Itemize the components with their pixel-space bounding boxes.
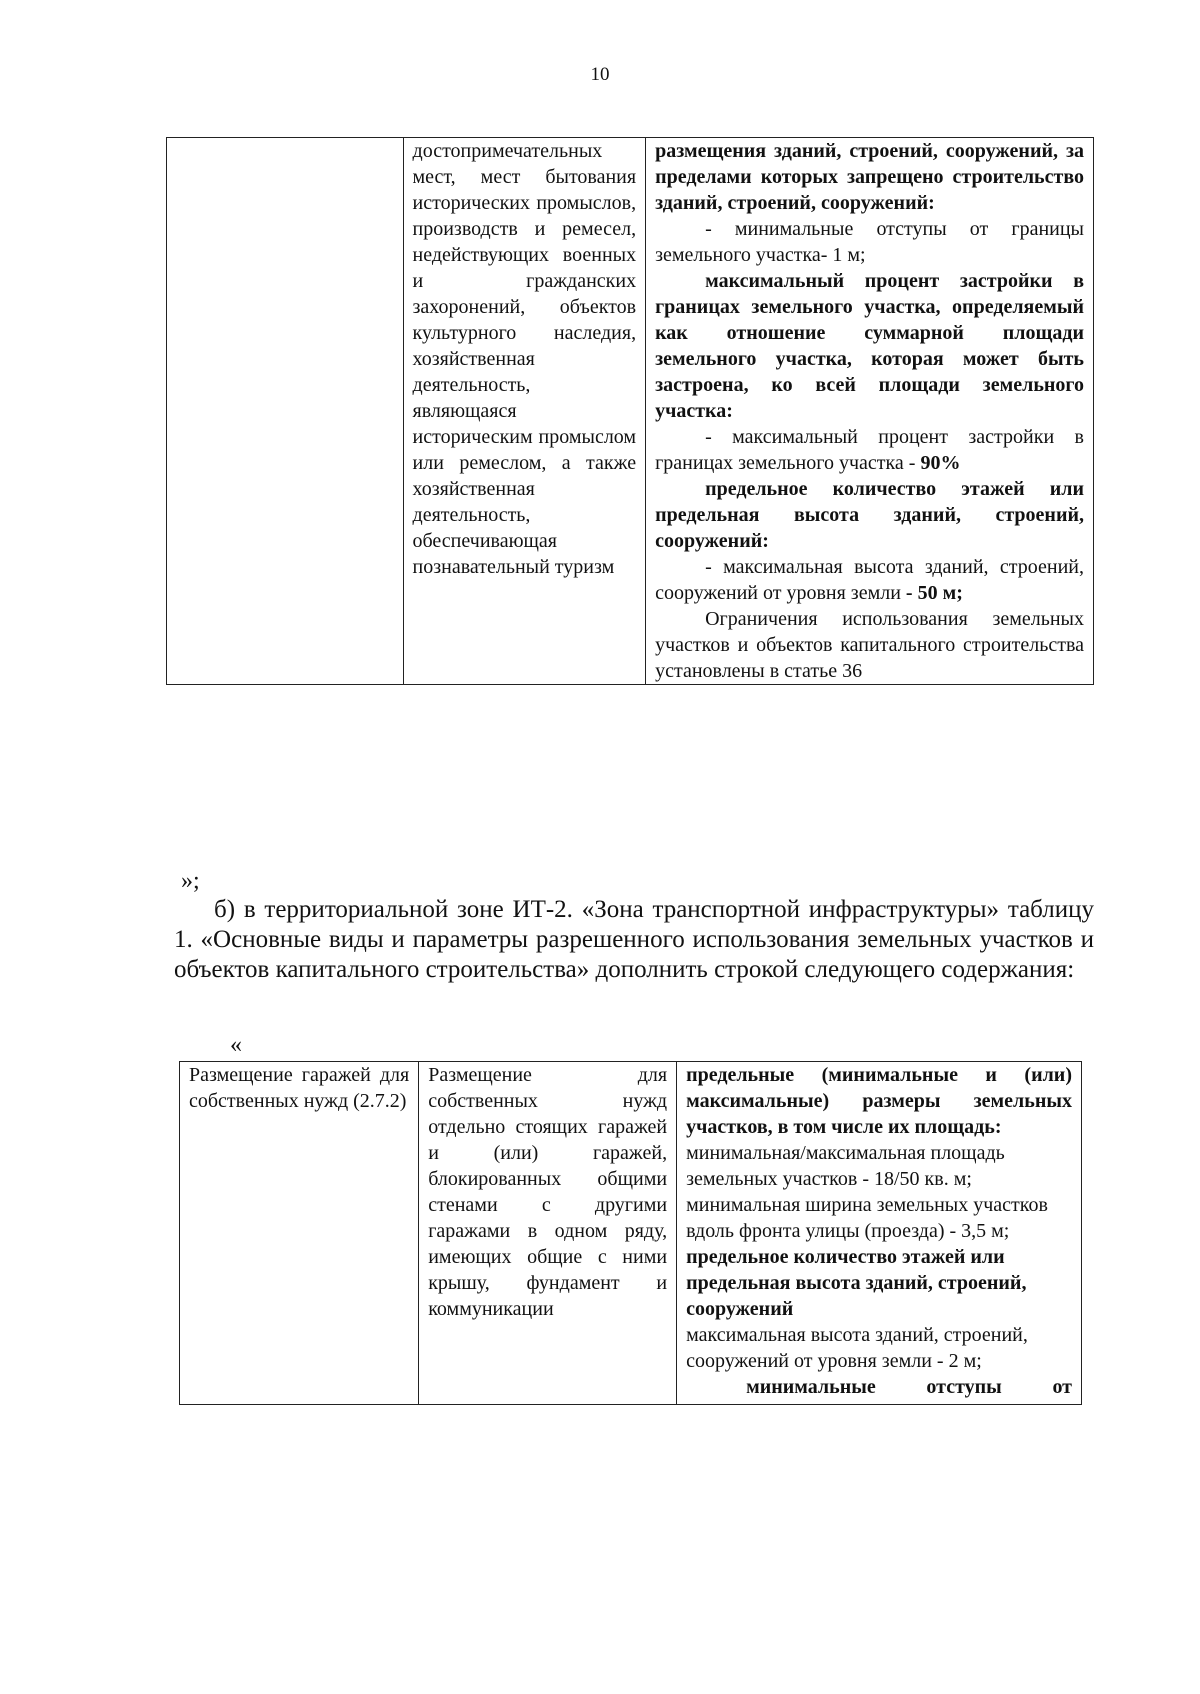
param-text: минимальная ширина земельных участков вдоль фронта улицы (проезда) - 3,5 м; bbox=[686, 1194, 1048, 1242]
table-new-row bbox=[179, 1061, 1082, 1405]
amendment-paragraph bbox=[174, 895, 1094, 985]
param-text: минимальные отступы от bbox=[746, 1376, 1072, 1398]
paragraph-text: б) в территориальной зоне ИТ-2. «Зона транспортной инфраструктуры» таблицу 1. «Основные виды и параметры разрешенного использования земельных участков и объектов капитального строительства» дополнить строкой следующего содержания: bbox=[174, 896, 1094, 983]
purpose-text: достопримечательных мест, мест бытования исторических промыслов, производств и ремесел, недействующих военных и гражданских захоронений, объектов культурного наследия, хозяйственная деятельность, являющаяся историческим промыслом или ремеслом, а также хозяйственная деятельность, обеспечивающая познавательный туризм bbox=[412, 140, 637, 578]
table-row bbox=[180, 1062, 1082, 1405]
param-text: предельное количество этажей или предельная высота зданий, строений, сооружений bbox=[686, 1246, 1027, 1320]
page-number: 10 bbox=[590, 64, 610, 85]
type-text: Размещение гаражей для собственных нужд (2.7.2) bbox=[189, 1064, 410, 1112]
param-text: предельное количество этажей или предельная высота зданий, строений, сооружений: bbox=[655, 478, 1084, 552]
purpose-text: Размещение для собственных нужд отдельно стоящих гаражей и (или) гаражей, блокированных общими стенами с другими гаражами в одном ряду, имеющих общие с ними крышу, фундамент и коммуникации bbox=[428, 1064, 668, 1320]
table-cell-purpose bbox=[403, 138, 646, 685]
param-text: минимальная/максимальная площадь земельных участков - 18/50 кв. м; bbox=[686, 1142, 1005, 1190]
param-value: - 50 м; bbox=[905, 582, 963, 604]
table-cell-type bbox=[180, 1062, 419, 1405]
table-cell-purpose bbox=[419, 1062, 677, 1405]
table-row bbox=[167, 138, 1094, 685]
table-cell-parameters bbox=[646, 138, 1094, 685]
table-cell-empty bbox=[167, 138, 404, 685]
param-value: 90% bbox=[920, 452, 961, 474]
param-text: максимальный процент застройки в границах земельного участка, определяемый как отношение суммарной площади земельного участка, которая может быть застроена, ко всей площади земельного участка: bbox=[655, 270, 1084, 422]
param-text: Ограничения использования земельных участков и объектов капитального строительства установлены в статье 36 bbox=[655, 608, 1084, 682]
closing-quote: »; bbox=[181, 868, 200, 894]
param-text: - максимальная высота зданий, строений, сооружений от уровня земли bbox=[655, 556, 1084, 604]
param-text: предельные (минимальные и (или) максимальные) размеры земельных участков, в том числе их площадь: bbox=[686, 1064, 1072, 1138]
param-text: - минимальные отступы от границы земельного участка- 1 м; bbox=[655, 218, 1084, 266]
param-text: размещения зданий, строений, сооружений, за пределами которых запрещено строительство зданий, строений, сооружений: bbox=[655, 140, 1084, 214]
table-cell-parameters bbox=[677, 1062, 1082, 1405]
table-continuation bbox=[166, 137, 1094, 685]
param-text: - максимальный процент застройки в границах земельного участка - bbox=[655, 426, 1084, 474]
opening-quote: « bbox=[230, 1032, 242, 1058]
param-text: максимальная высота зданий, строений, сооружений от уровня земли - 2 м; bbox=[686, 1324, 1028, 1372]
